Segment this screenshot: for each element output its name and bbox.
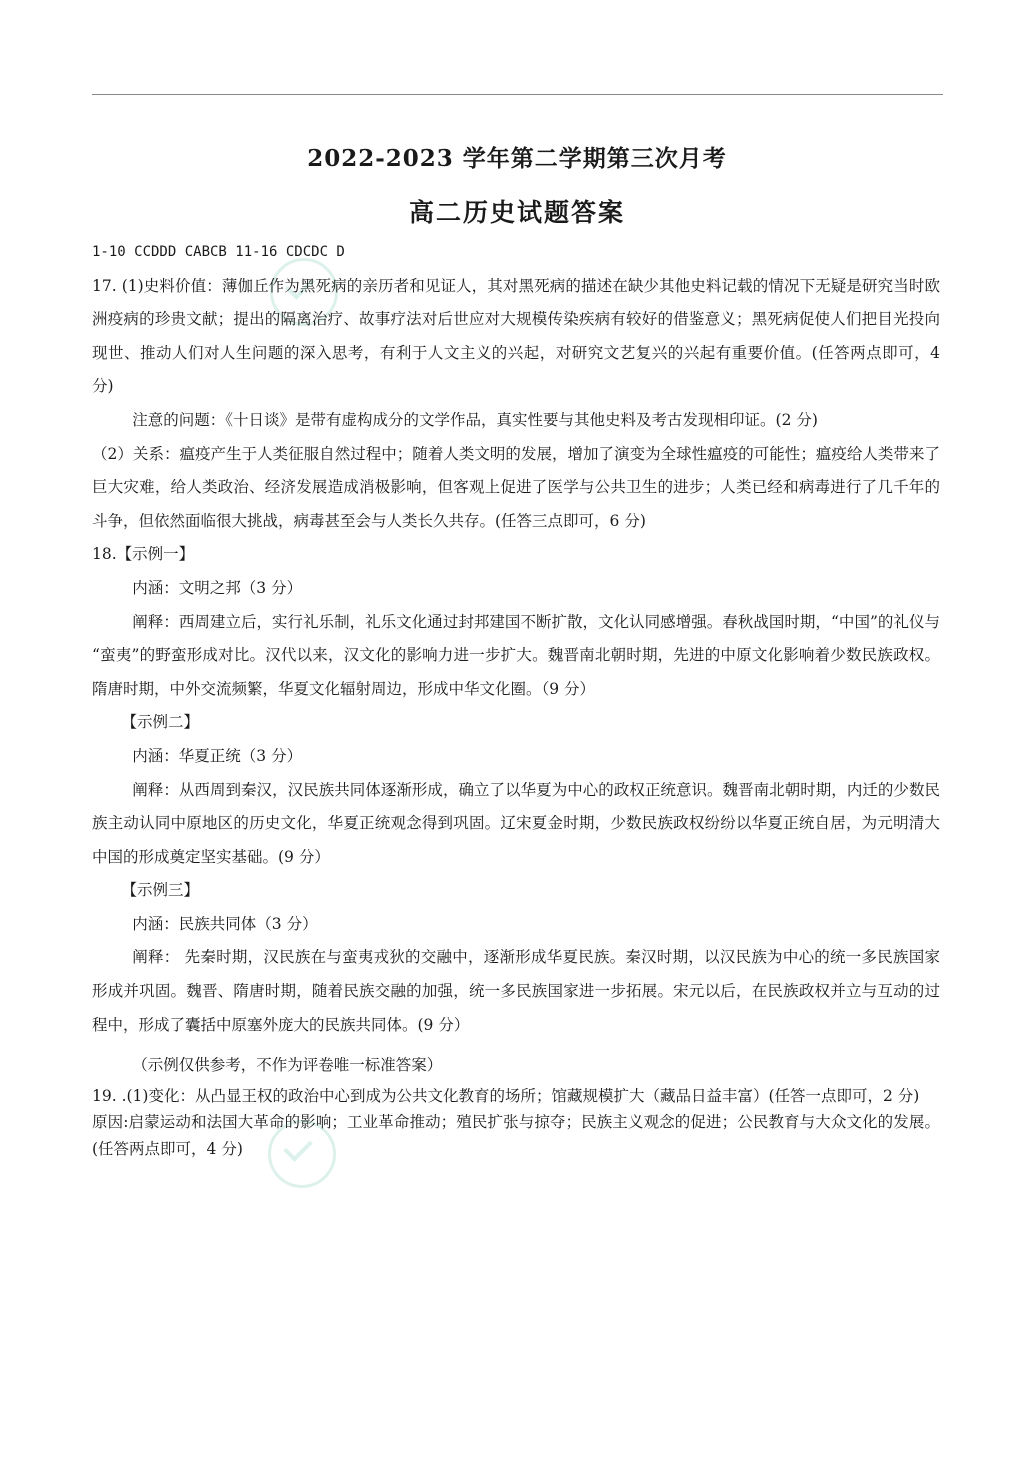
header-rule: [92, 94, 943, 95]
answer-content: [92, 236, 940, 1162]
q18-example1-heading: 18.【示例一】: [92, 545, 195, 564]
q17-part1-note: 注意的问题：《十日谈》是带有虚构成分的文学作品，真实性要与其他史料及考古发现相印证。(2 分): [132, 410, 818, 429]
q17-part1-value: 17. (1)史料价值：薄伽丘作为黑死病的亲历者和见证人，其对黑死病的描述在缺少其他史料记载的情况下无疑是研究当时欧洲疫病的珍贵文献；提出的隔离治疗、故事疗法对后世应对大规模传染疾病有较好的借鉴意义；黑死病促使人们把目光投向现世、推动人们对人生问题的深入思考，有利于人文主义的兴起，对研究文艺复兴的兴起有重要价值。(任答两点即可，4 分): [92, 276, 940, 396]
q19-part2: 原因:启蒙运动和法国大革命的影响；工业革命推动；殖民扩张与掠夺；民族主义观念的促进；公民教育与大众文化的发展。(任答两点即可，4 分): [92, 1113, 940, 1158]
q18-example3-meaning: 内涵：民族共同体（3 分）: [132, 914, 318, 933]
q17-part2: （2）关系：瘟疫产生于人类征服自然过程中；随着人类文明的发展，增加了演变为全球性瘟疫的可能性；瘟疫给人类带来了巨大灾难，给人类政治、经济发展造成消极影响，但客观上促进了医学与公共卫生的进步；人类已经和病毒进行了几千年的斗争，但依然面临很大挑战，病毒甚至会与人类长久共存。(任答三点即可，6 分): [92, 444, 940, 530]
q18-example1-meaning: 内涵：文明之邦（3 分）: [132, 578, 303, 597]
multiple-choice-answers: 1-10 CCDDD CABCB 11-16 CDCDC D: [92, 244, 345, 260]
exam-subtitle: 高二历史试题答案: [408, 198, 625, 227]
q18-reference-note: （示例仅供参考，不作为评卷唯一标准答案）: [132, 1056, 443, 1075]
q18-example2-heading: 【示例二】: [121, 713, 199, 732]
exam-title: 2022-2023 学年第二学期第三次月考: [307, 145, 727, 172]
q18-example2-meaning: 内涵：华夏正统（3 分）: [132, 746, 303, 765]
q18-example2-explanation: 阐释：从西周到秦汉，汉民族共同体逐渐形成，确立了以华夏为中心的政权正统意识。魏晋南北朝时期，内迁的少数民族主动认同中原地区的历史文化，华夏正统观念得到巩固。辽宋夏金时期，少数民族政权纷纷以华夏正统自居，为元明清大中国的形成奠定坚实基础。(9 分）: [92, 780, 940, 866]
q18-example3-heading: 【示例三】: [121, 881, 199, 900]
q19-part1: 19. .(1)变化：从凸显王权的政治中心到成为公共文化教育的场所；馆藏规模扩大（藏品日益丰富）(任答一点即可，2 分): [92, 1086, 920, 1105]
q18-example3-explanation: 阐释： 先秦时期，汉民族在与蛮夷戎狄的交融中，逐渐形成华夏民族。秦汉时期，以汉民族为中心的统一多民族国家形成并巩固。魏晋、隋唐时期，随着民族交融的加强，统一多民族国家进一步拓展。宋元以后，在民族政权并立与互动的过程中，形成了囊括中原塞外庞大的民族共同体。(9 分）: [92, 948, 940, 1034]
q18-example1-explanation: 阐释：西周建立后，实行礼乐制，礼乐文化通过封邦建国不断扩散，文化认同感增强。春秋战国时期，“中国”的礼仪与 “蛮夷”的野蛮形成对比。汉代以来，汉文化的影响力进一步扩大。魏晋南北朝时期，先进的中原文化影响着少数民族政权。隋唐时期，中外交流频繁，华夏文化辐射周边，形成中华文化圈。（9 分）: [92, 612, 940, 698]
